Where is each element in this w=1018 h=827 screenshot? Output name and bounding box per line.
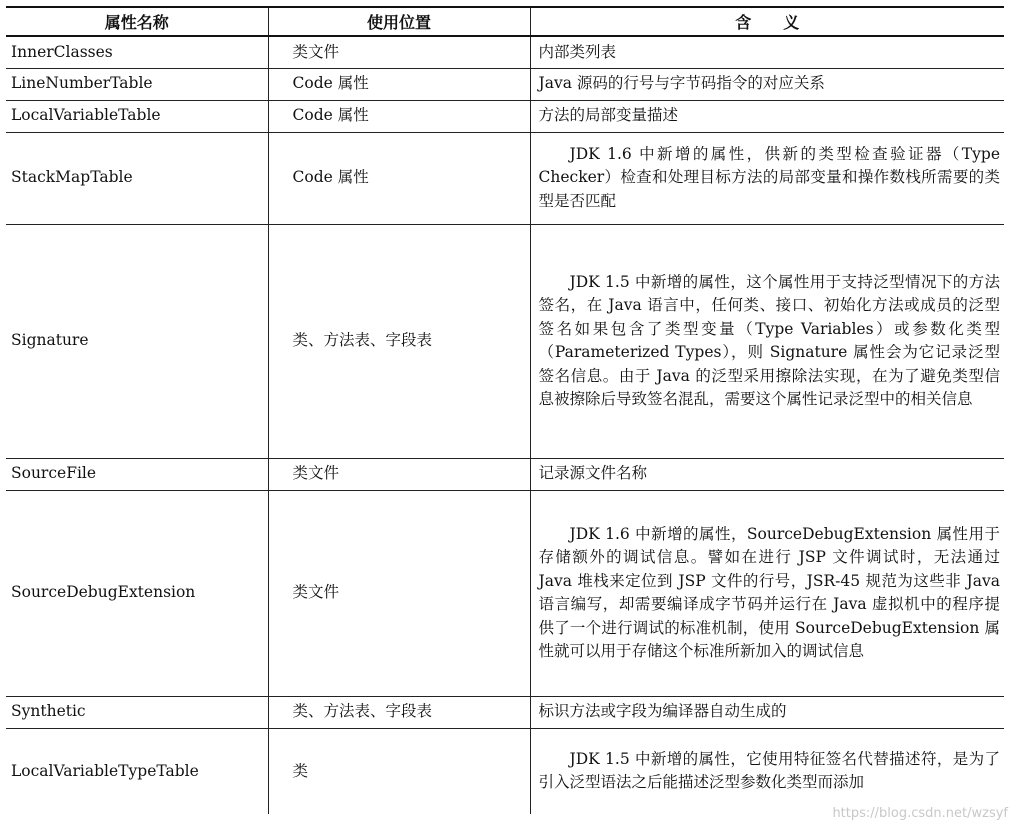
attribute-name: SourceFile: [6, 458, 268, 490]
table-header-row: [6, 7, 1004, 36]
header-usage-location: 使用位置: [268, 7, 530, 36]
attribute-name: Synthetic: [6, 696, 268, 728]
attribute-meaning: JDK 1.5 中新增的属性，这个属性用于支持泛型情况下的方法签名，在 Java 语言中，任何类、接口、初始化方法或成员的泛型签名如果包含了类型变量（Type Variables）或参数化类型（Parameterized Types），则 Signature 属性会为它记录泛型签名信息。由于 Java 的泛型采用擦除法实现，在为了避免类型信息被擦除后导致签名混乱，需要这个属性记录泛型中的相关信息: [530, 224, 1004, 458]
usage-location: 类: [268, 728, 530, 814]
table-row: [6, 728, 1004, 814]
table-row: [6, 696, 1004, 728]
attribute-name: SourceDebugExtension: [6, 490, 268, 696]
attribute-name: Signature: [6, 224, 268, 458]
usage-location: 类文件: [268, 458, 530, 490]
watermark: https://blog.csdn.net/wzsyf: [832, 806, 1008, 821]
usage-location: 类、方法表、字段表: [268, 696, 530, 728]
attribute-meaning: 标识方法或字段为编译器自动生成的: [530, 696, 1004, 728]
attribute-meaning: Java 源码的行号与字节码指令的对应关系: [530, 68, 1004, 100]
attribute-name: StackMapTable: [6, 132, 268, 224]
usage-location: Code 属性: [268, 132, 530, 224]
usage-location: 类文件: [268, 490, 530, 696]
attribute-meaning: JDK 1.5 中新增的属性，它使用特征签名代替描述符，是为了引入泛型语法之后能描述泛型参数化类型而添加: [538, 749, 1000, 792]
table-row: [6, 36, 1004, 68]
table-row: [6, 224, 1004, 458]
attribute-name: LocalVariableTypeTable: [6, 728, 268, 814]
attribute-meaning: JDK 1.6 中新增的属性，供新的类型检查验证器（Type Checker）检查和处理目标方法的局部变量和操作数栈所需要的类型是否匹配: [530, 132, 1004, 224]
table-row: [6, 68, 1004, 100]
attribute-name: LineNumberTable: [6, 68, 268, 100]
attribute-name: InnerClasses: [6, 36, 268, 68]
usage-location: 类文件: [268, 36, 530, 68]
attribute-meaning: 记录源文件名称: [530, 458, 1004, 490]
attribute-table: [6, 6, 1004, 814]
table-row: [6, 132, 1004, 224]
table-row: [6, 458, 1004, 490]
attribute-meaning: 方法的局部变量描述: [530, 100, 1004, 132]
table-row: [6, 490, 1004, 696]
usage-location: Code 属性: [268, 100, 530, 132]
attribute-meaning: JDK 1.6 中新增的属性，SourceDebugExtension 属性用于存储额外的调试信息。譬如在进行 JSP 文件调试时，无法通过 Java 堆栈来定位到 JSP 文件的行号，JSR-45 规范为这些非 Java 语言编写，却需要编译成字节码并运行在 Java 虚拟机中的程序提供了一个进行调试的标准机制，使用 SourceDebugExtension 属性就可以用于存储这个标准所新加入的调试信息: [530, 490, 1004, 696]
usage-location: Code 属性: [268, 68, 530, 100]
header-attribute-name: 属性名称: [6, 7, 268, 36]
table-row: [6, 100, 1004, 132]
header-meaning: 含 义: [530, 7, 1004, 36]
usage-location: 类、方法表、字段表: [268, 224, 530, 458]
attribute-name: LocalVariableTable: [6, 100, 268, 132]
attribute-meaning: 内部类列表: [530, 36, 1004, 68]
